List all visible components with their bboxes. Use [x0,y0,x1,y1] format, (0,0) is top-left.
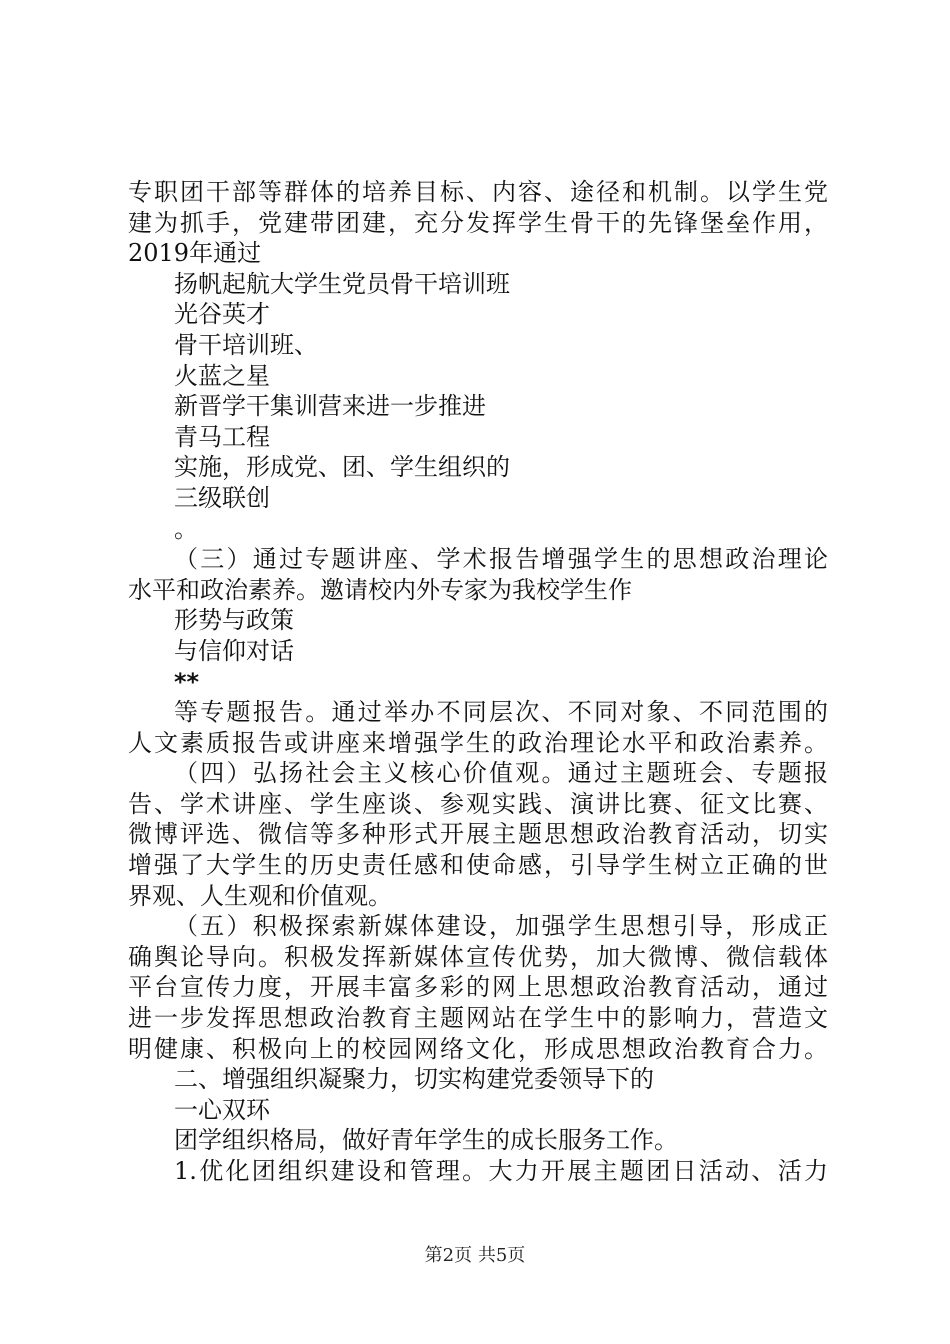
text-line: 进一步发挥思想政治教育主题网站在学生中的影响力，营造文 [128,1004,828,1033]
text-line: 新晋学干集训营来进一步推进 [174,392,486,421]
text-line: 界观、人生观和价值观。 [128,881,392,910]
text-line: 建为抓手，党建带团建，充分发挥学生骨干的先锋堡垒作用， [128,208,828,237]
text-line: 一心双环 [174,1095,270,1124]
text-line: 增强了大学生的历史责任感和使命感，引导学生树立正确的世 [128,851,828,880]
text-line: 实施，形成党、团、学生组织的 [174,453,510,482]
text-line: （四）弘扬社会主义核心价值观。通过主题班会、专题报 [174,759,828,788]
text-line: 等专题报告。通过举办不同层次、不同对象、不同范围的 [174,698,828,727]
text-line: 团学组织格局，做好青年学生的成长服务工作。 [174,1126,678,1155]
text-line: 光谷英才 [174,300,270,329]
text-line: 2019年通过 [128,239,262,268]
document-body [128,177,828,1187]
text-line: 形势与政策 [174,606,294,635]
text-line: 人文素质报告或讲座来增强学生的政治理论水平和政治素养。 [128,728,828,757]
text-line: 水平和政治素养。邀请校内外专家为我校学生作 [128,575,632,604]
text-line: ** [174,667,200,696]
text-line: 告、学术讲座、学生座谈、参观实践、演讲比赛、征文比赛、 [128,789,828,818]
text-line: 明健康、积极向上的校园网络文化，形成思想政治教育合力。 [128,1034,828,1063]
text-line: 二、增强组织凝聚力，切实构建党委领导下的 [174,1065,654,1094]
text-line: 1.优化团组织建设和管理。大力开展主题团日活动、活力 [174,1157,828,1185]
text-line: 专职团干部等群体的培养目标、内容、途径和机制。以学生党 [128,178,828,206]
text-line: 确舆论导向。积极发挥新媒体宣传优势，加大微博、微信载体 [128,942,828,971]
text-line: 扬帆起航大学生党员骨干培训班 [174,269,510,298]
text-line: 骨干培训班、 [174,330,318,359]
text-line: 与信仰对话 [174,636,294,665]
page-footer: 第2页 共5页 [424,1245,526,1266]
text-line: 平台宣传力度，开展丰富多彩的网上思想政治教育活动，通过 [128,973,828,1002]
text-line: 。 [174,514,198,543]
text-line: （五）积极探索新媒体建设，加强学生思想引导，形成正 [174,912,828,941]
text-line: 火蓝之星 [174,361,270,390]
text-line: （三）通过专题讲座、学术报告增强学生的思想政治理论 [174,545,828,574]
text-line: 微博评选、微信等多种形式开展主题思想政治教育活动，切实 [128,820,828,849]
text-line: 青马工程 [174,422,270,451]
text-line: 三级联创 [174,483,270,512]
